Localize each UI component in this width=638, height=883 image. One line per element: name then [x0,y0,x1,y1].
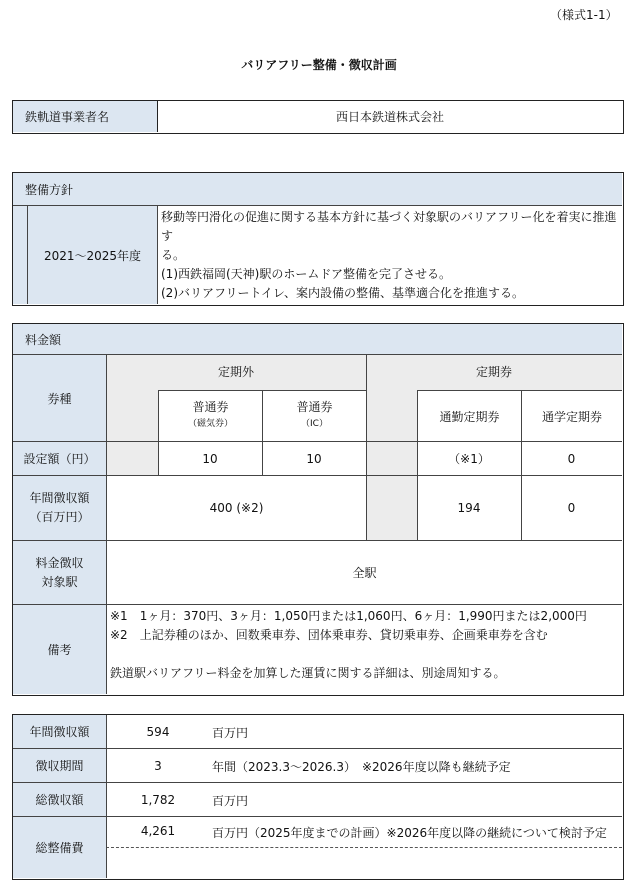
pad-cell [366,442,417,540]
non-commuter-label: 定期外 [217,364,254,379]
summary-label: 総整備費 [13,817,106,878]
operator-table [12,100,624,134]
summary-table [12,714,624,880]
policy-text [161,208,621,303]
operator-label: 鉄軌道事業者名 [13,101,158,132]
ticket-type-label: 券種 [13,355,106,441]
fare-table [12,323,624,696]
annual-label: 年間徴収額 （百万円） [13,476,106,540]
form-number: （様式1-1） [550,8,618,22]
summary-value: 4,261 [140,824,176,838]
summary-value: 3 [154,758,162,773]
policy-line: る。 [161,248,186,262]
note-line: 鉄道駅バリアフリー料金を加算した運賃に関する詳細は、別途周知する。 [110,666,506,680]
dashed-divider [106,847,622,848]
ordinary-ic-header: 普通券 （IC） [262,390,366,441]
notes-label: 備考 [13,605,106,694]
policy-line: (2)バリアフリートイレ、案内設備の整備、基準適合化を推進する。 [161,286,524,300]
set-value: 10 [306,451,322,466]
policy-line: (1)西鉄福岡(天神)駅のホームドア整備を完了させる。 [161,267,452,281]
policy-header: 整備方針 [13,173,622,206]
summary-value: 594 [146,724,170,739]
page-title: バリアフリー整備・徴収計画 [241,58,397,72]
commuter-label: 定期券 [475,364,512,379]
fare-header: 料金額 [13,324,622,355]
pad-cell [107,442,158,475]
summary-unit: 百万円（2025年度までの計画）※2026年度以降の継続について検討予定 [212,826,607,840]
annual-commuter: 194 [457,501,481,515]
annual-student: 0 [567,501,576,515]
policy-indent [13,206,27,304]
commuter-work-header: 通勤定期券 [417,390,521,441]
set-value: 10 [202,451,218,466]
notes-text [110,607,620,683]
policy-table [12,172,624,306]
stations-value: 全駅 [352,566,377,580]
summary-label: 徴収期間 [13,749,106,782]
policy-period: 2021～2025年度 [27,206,158,304]
summary-unit: 年間（2023.3～2026.3） ※2026年度以降も継続予定 [212,760,511,774]
ordinary-magnetic-header: 普通券 （磁気券） [158,390,262,441]
summary-label: 総徴収額 [13,783,106,816]
commuter-school-header: 通学定期券 [521,390,622,441]
policy-line: 移動等円滑化の促進に関する基本方針に基づく対象駅のバリアフリー化を着実に推進す [161,210,617,243]
set-value: （※1） [448,452,490,466]
summary-unit: 百万円 [212,726,249,740]
set-value: 0 [567,451,576,466]
summary-value: 1,782 [140,792,176,807]
summary-unit: 百万円 [212,794,249,808]
stations-label: 料金徴収 対象駅 [13,541,106,604]
summary-label: 年間徴収額 [13,715,106,748]
note-line: ※1 1ヶ月：370円、3ヶ月：1,050円または1,060円、6ヶ月：1,990円または2,000円 [110,609,587,623]
annual-non-commuter: 400 (※2) [209,501,264,515]
note-line: ※2 上記券種のほか、回数乗車券、団体乗車券、貸切乗車券、企画乗車券を含む [110,628,548,642]
set-amount-label: 設定額（円） [13,442,106,475]
operator-value: 西日本鉄道株式会社 [335,110,444,124]
note-line [110,645,620,664]
